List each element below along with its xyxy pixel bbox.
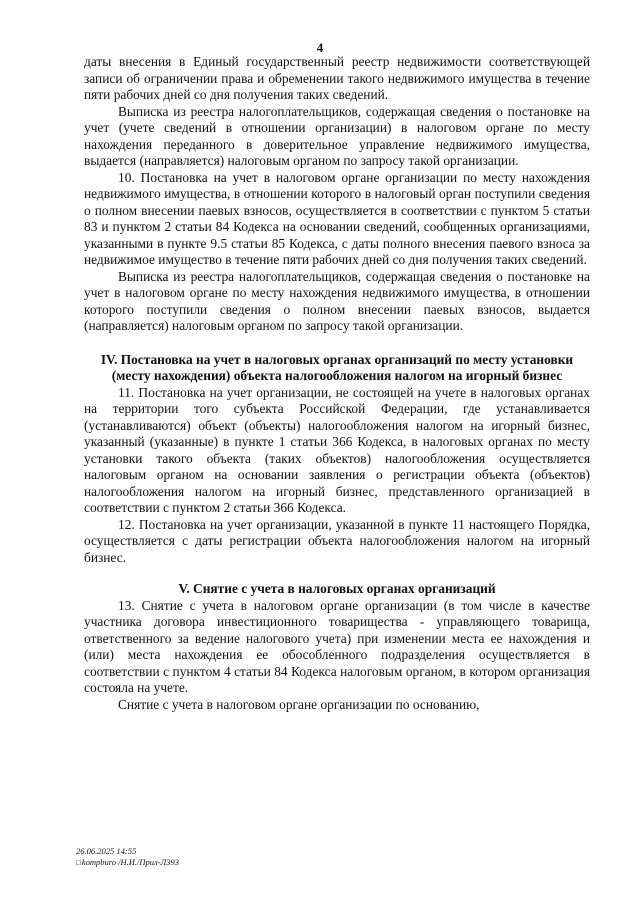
paragraph-4: Выписка из реестра налогоплательщиков, содержащая сведения о постановке на учет в налоговом органе по месту нахождения недвижимого имущества, в отношении которого поступили сведения о полном внесении паевых взносов, выдается (направляется) налоговым органом по запросу такой организации. bbox=[84, 268, 590, 333]
paragraph-14: Снятие с учета в налоговом органе организации по основанию, bbox=[118, 696, 480, 712]
paragraph-1: даты внесения в Единый государственный реестр недвижимости соответствующей записи об ограничении права и обременении такого недвижимого имущества в течение пяти рабочих дней со дня получения таких сведений. bbox=[84, 54, 590, 102]
document-body bbox=[84, 54, 590, 713]
footer-path: kompburo /Н.И./Прил-Л393 bbox=[81, 857, 180, 867]
paragraph-12: 12. Постановка на учет организации, указанной в пункте 11 настоящего Порядка, осуществляется с даты регистрации объекта налогообложения налогом на игорный бизнес. bbox=[84, 516, 590, 565]
paragraph-3: 10. Постановка на учет в налоговом органе организации по месту нахождения недвижимого имущества, в отношении которого в налоговый орган поступили сведения о полном внесении паевых взносов, осуществляется в соответствии с пунктом 5 статьи 83 и пунктом 2 статьи 84 Кодекса на основании сведений, сообщенных организациями, указанными в пункте 9.5 статьи 85 Кодекса, с даты полного внесения паевого взноса за недвижимое имущество в течение пяти рабочих дней со дня получения таких сведений. bbox=[84, 169, 590, 267]
page-number: 4 bbox=[316, 40, 324, 55]
section-heading-iv: IV. Постановка на учет в налоговых органах организаций по месту установки (месту нахождения) объекта налогообложения налогом на игорный бизнес bbox=[100, 351, 574, 383]
footer bbox=[76, 846, 179, 868]
paragraph-2: Выписка из реестра налогоплательщиков, содержащая сведения о постановке на учет (учете сведений в отношении организации) в налоговом органе по месту нахождения переданного в доверительное управление недвижимого имущества, выдается (направляется) налоговым органом по запросу такой организации. bbox=[84, 103, 590, 168]
section-heading-v: V. Снятие с учета в налоговых органах организаций bbox=[178, 581, 496, 596]
paragraph-13: 13. Снятие с учета в налоговом органе организации (в том числе в качестве участника договора инвестиционного товарищества - управляющего товарища, ответственного за ведение налогового учета) при изменении места ее нахождения и (или) места нахождения ее обособленного подразделения осуществляется в соответствии с пунктом 4 статьи 84 Кодекса налоговым органом, в котором организация состояла на учете. bbox=[84, 597, 590, 695]
paragraph-11: 11. Постановка на учет организации, не состоящей на учете в налоговых органах на территории того субъекта Российской Федерации, где устанавливается (устанавливаются) объект (объекты) налогообложения налогом на игорный бизнес, указанный (указанные) в пункте 1 статьи 366 Кодекса, в налоговых органах по месту установки такого объекта (таких объектов) налогообложения осуществляется налоговым органом на основании заявления о регистрации объекта (объектов) налогообложения налогом на игорный бизнес, представленного организацией в соответствии с пунктом 2 статьи 366 Кодекса. bbox=[84, 384, 590, 515]
footer-date: 26.06.2025 14:55 bbox=[76, 846, 137, 856]
footer-path-line bbox=[76, 857, 179, 868]
copy-icon: □ bbox=[76, 858, 81, 867]
